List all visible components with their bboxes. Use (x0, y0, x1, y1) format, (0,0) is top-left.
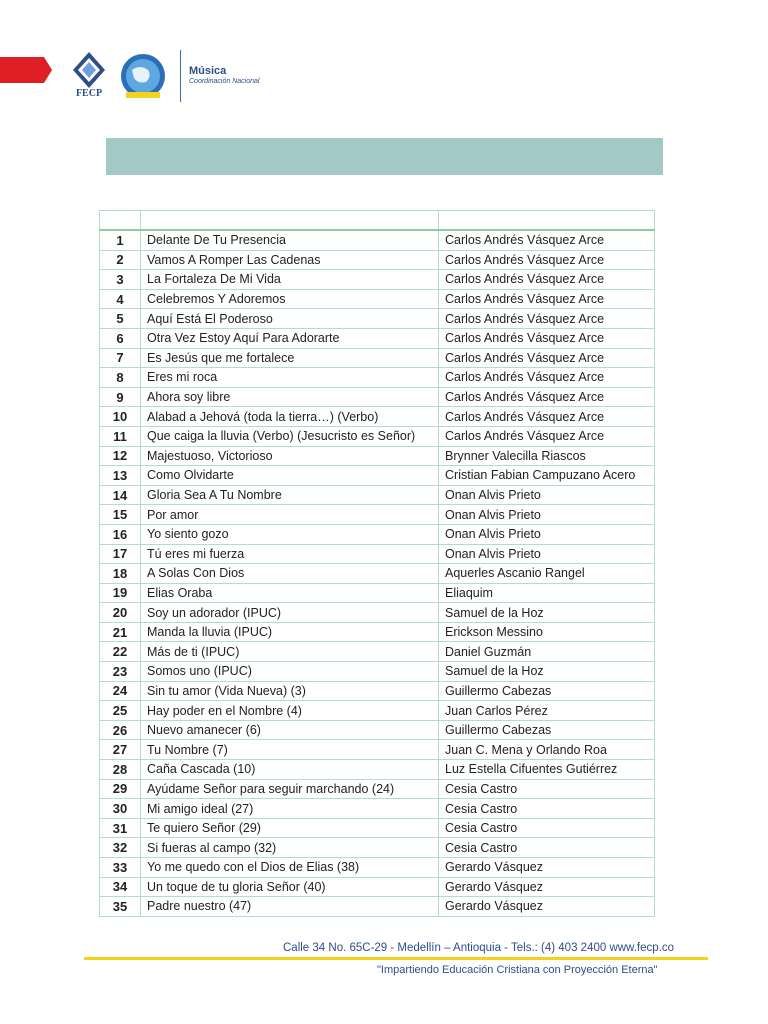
table-row (100, 524, 655, 544)
table-row (100, 505, 655, 525)
header-divider (180, 50, 181, 102)
song-artist: Gerardo Vásquez (439, 897, 655, 917)
table-row (100, 642, 655, 662)
song-title: Hay poder en el Nombre (4) (141, 701, 439, 721)
song-artist: Brynner Valecilla Riascos (439, 446, 655, 466)
header-cell-artist (439, 211, 655, 231)
song-number: 28 (100, 760, 141, 780)
song-artist: Gerardo Vásquez (439, 858, 655, 878)
song-number: 30 (100, 799, 141, 819)
song-title: Es Jesús que me fortalece (141, 348, 439, 368)
song-title: Yo siento gozo (141, 524, 439, 544)
song-title: Elias Oraba (141, 583, 439, 603)
song-title: Nuevo amanecer (6) (141, 720, 439, 740)
song-artist: Aquerles Ascanio Rangel (439, 564, 655, 584)
song-artist: Carlos Andrés Vásquez Arce (439, 309, 655, 329)
song-number: 23 (100, 662, 141, 682)
song-title: Sin tu amor (Vida Nueva) (3) (141, 681, 439, 701)
song-title: La Fortaleza De Mi Vida (141, 270, 439, 290)
table-row (100, 446, 655, 466)
song-number: 32 (100, 838, 141, 858)
songs-table (99, 210, 655, 917)
song-title: Majestuoso, Victorioso (141, 446, 439, 466)
teal-title-banner (106, 138, 663, 175)
song-title: Como Olvidarte (141, 466, 439, 486)
table-row (100, 387, 655, 407)
song-artist: Guillermo Cabezas (439, 720, 655, 740)
globe-emblem-logo (112, 52, 174, 104)
song-title: Vamos A Romper Las Cadenas (141, 250, 439, 270)
song-artist: Onan Alvis Prieto (439, 524, 655, 544)
song-title: A Solas Con Dios (141, 564, 439, 584)
song-title: Tu Nombre (7) (141, 740, 439, 760)
song-number: 20 (100, 603, 141, 623)
header-cell-title (141, 211, 439, 231)
song-title: Otra Vez Estoy Aquí Para Adorarte (141, 328, 439, 348)
song-number: 8 (100, 368, 141, 388)
song-title: Más de ti (IPUC) (141, 642, 439, 662)
song-title: Mi amigo ideal (27) (141, 799, 439, 819)
footer-address: Calle 34 No. 65C-29 - Medellín – Antioquia - Tels.: (4) 403 2400 www.fecp.co (283, 942, 674, 954)
table-row (100, 583, 655, 603)
song-number: 4 (100, 289, 141, 309)
song-artist: Carlos Andrés Vásquez Arce (439, 289, 655, 309)
song-artist: Guillermo Cabezas (439, 681, 655, 701)
table-row (100, 230, 655, 250)
song-title: Tú eres mi fuerza (141, 544, 439, 564)
song-title: Gloria Sea A Tu Nombre (141, 485, 439, 505)
song-title: Que caiga la lluvia (Verbo) (Jesucristo es Señor) (141, 426, 439, 446)
table-row (100, 368, 655, 388)
table-row (100, 407, 655, 427)
song-title: Caña Cascada (10) (141, 760, 439, 780)
table-row (100, 289, 655, 309)
song-number: 7 (100, 348, 141, 368)
song-number: 3 (100, 270, 141, 290)
song-artist: Carlos Andrés Vásquez Arce (439, 250, 655, 270)
table-row (100, 426, 655, 446)
song-title: Somos uno (IPUC) (141, 662, 439, 682)
table-row (100, 564, 655, 584)
song-artist: Onan Alvis Prieto (439, 485, 655, 505)
table-row (100, 818, 655, 838)
brand-subtitle: Coordinación Nacional (189, 78, 260, 85)
song-number: 12 (100, 446, 141, 466)
song-artist: Carlos Andrés Vásquez Arce (439, 230, 655, 250)
song-artist: Carlos Andrés Vásquez Arce (439, 387, 655, 407)
table-row (100, 603, 655, 623)
song-number: 19 (100, 583, 141, 603)
table-row (100, 348, 655, 368)
table-row (100, 250, 655, 270)
song-artist: Cristian Fabian Campuzano Acero (439, 466, 655, 486)
song-artist: Carlos Andrés Vásquez Arce (439, 270, 655, 290)
table-row (100, 662, 655, 682)
brand-block (189, 65, 259, 86)
song-number: 13 (100, 466, 141, 486)
song-number: 5 (100, 309, 141, 329)
song-title: Yo me quedo con el Dios de Elias (38) (141, 858, 439, 878)
song-number: 24 (100, 681, 141, 701)
song-number: 9 (100, 387, 141, 407)
song-artist: Carlos Andrés Vásquez Arce (439, 426, 655, 446)
song-artist: Onan Alvis Prieto (439, 544, 655, 564)
song-artist: Daniel Guzmán (439, 642, 655, 662)
table-row (100, 740, 655, 760)
song-title: Aquí Está El Poderoso (141, 309, 439, 329)
table-row (100, 701, 655, 721)
song-number: 18 (100, 564, 141, 584)
song-number: 6 (100, 328, 141, 348)
table-row (100, 877, 655, 897)
song-title: Un toque de tu gloria Señor (40) (141, 877, 439, 897)
table-row (100, 838, 655, 858)
song-number: 26 (100, 720, 141, 740)
song-number: 10 (100, 407, 141, 427)
table-row (100, 328, 655, 348)
song-artist: Gerardo Vásquez (439, 877, 655, 897)
song-title: Te quiero Señor (29) (141, 818, 439, 838)
song-title: Delante De Tu Presencia (141, 230, 439, 250)
table-row (100, 720, 655, 740)
song-number: 34 (100, 877, 141, 897)
song-number: 35 (100, 897, 141, 917)
song-artist: Samuel de la Hoz (439, 662, 655, 682)
table-header-row (100, 211, 655, 231)
header-cell-number (100, 211, 141, 231)
song-title: Padre nuestro (47) (141, 897, 439, 917)
song-number: 31 (100, 818, 141, 838)
song-artist: Juan Carlos Pérez (439, 701, 655, 721)
table-row (100, 309, 655, 329)
song-number: 29 (100, 779, 141, 799)
song-title: Soy un adorador (IPUC) (141, 603, 439, 623)
song-artist: Erickson Messino (439, 622, 655, 642)
song-title: Alabad a Jehová (toda la tierra…) (Verbo) (141, 407, 439, 427)
table-row (100, 799, 655, 819)
song-artist: Samuel de la Hoz (439, 603, 655, 623)
table-row (100, 466, 655, 486)
song-number: 17 (100, 544, 141, 564)
song-title: Ahora soy libre (141, 387, 439, 407)
table-row (100, 622, 655, 642)
song-artist: Cesia Castro (439, 838, 655, 858)
song-number: 15 (100, 505, 141, 525)
song-artist: Luz Estella Cifuentes Gutiérrez (439, 760, 655, 780)
song-number: 1 (100, 230, 141, 250)
song-title: Ayúdame Señor para seguir marchando (24) (141, 779, 439, 799)
song-title: Celebremos Y Adoremos (141, 289, 439, 309)
song-artist: Onan Alvis Prieto (439, 505, 655, 525)
song-artist: Cesia Castro (439, 779, 655, 799)
song-artist: Carlos Andrés Vásquez Arce (439, 407, 655, 427)
song-artist: Cesia Castro (439, 818, 655, 838)
table-row (100, 858, 655, 878)
song-artist: Carlos Andrés Vásquez Arce (439, 328, 655, 348)
song-number: 14 (100, 485, 141, 505)
song-number: 11 (100, 426, 141, 446)
song-title: Si fueras al campo (32) (141, 838, 439, 858)
brand-title: Música (189, 65, 227, 77)
table-row (100, 485, 655, 505)
song-artist: Eliaquim (439, 583, 655, 603)
song-artist: Cesia Castro (439, 799, 655, 819)
red-arrow-tab (0, 57, 52, 83)
song-title: Manda la lluvia (IPUC) (141, 622, 439, 642)
table-row (100, 897, 655, 917)
song-title: Eres mi roca (141, 368, 439, 388)
table-row (100, 681, 655, 701)
footer-motto: "Impartiendo Educación Cristiana con Proyección Eterna" (377, 964, 658, 976)
song-number: 16 (100, 524, 141, 544)
song-number: 27 (100, 740, 141, 760)
song-number: 33 (100, 858, 141, 878)
table-row (100, 544, 655, 564)
table-row (100, 270, 655, 290)
song-number: 22 (100, 642, 141, 662)
song-artist: Carlos Andrés Vásquez Arce (439, 368, 655, 388)
table-row (100, 779, 655, 799)
song-number: 25 (100, 701, 141, 721)
song-artist: Juan C. Mena y Orlando Roa (439, 740, 655, 760)
fecp-logo-text: FECP (75, 88, 103, 99)
footer-divider (84, 957, 708, 960)
table-row (100, 760, 655, 780)
song-title: Por amor (141, 505, 439, 525)
song-artist: Carlos Andrés Vásquez Arce (439, 348, 655, 368)
song-number: 2 (100, 250, 141, 270)
song-number: 21 (100, 622, 141, 642)
